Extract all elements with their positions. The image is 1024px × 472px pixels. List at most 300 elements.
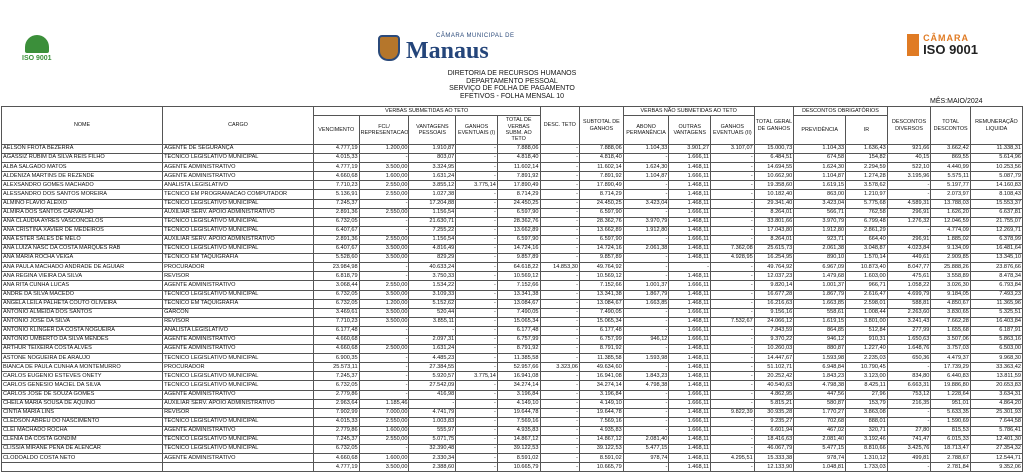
table-cell: 4.850,67	[931, 299, 971, 308]
table-cell: 4.798,38	[623, 381, 669, 390]
table-cell: -	[359, 390, 409, 399]
table-cell: 1.468,11	[669, 226, 711, 235]
table-cell: 2.550,00	[359, 281, 409, 290]
table-cell: -	[540, 335, 580, 344]
col-header: DESC. TETO	[540, 107, 580, 145]
table-row	[2, 172, 1023, 181]
table-cell: 946,12	[794, 335, 846, 344]
table-cell: -	[359, 217, 409, 226]
table-cell: 3.558,89	[931, 272, 971, 281]
table-cell: 17.890,49	[580, 181, 624, 190]
table-cell: 1.185,46	[359, 399, 409, 408]
table-cell: 1.104,87	[794, 172, 846, 181]
table-cell: 10.253,56	[970, 163, 1022, 172]
table-cell: -	[623, 390, 669, 399]
col-header: GANHOS EVENTUAIS (I)	[456, 116, 498, 145]
table-cell: -	[711, 290, 755, 299]
table-cell: 4.818,40	[580, 154, 624, 163]
table-cell: 7.152,66	[580, 281, 624, 290]
group-header-taxed: VERBAS SUBMETIDAS AO TETO	[313, 107, 540, 116]
table-cell: 6.732,05	[313, 381, 359, 390]
table-cell: 753,12	[887, 390, 931, 399]
table-cell: 1.655,68	[931, 326, 971, 335]
table-cell: 3.109,33	[409, 290, 456, 299]
table-cell: 921,66	[887, 145, 931, 154]
table-cell: 7.891,92	[580, 172, 624, 181]
camara-logo-big-text: Manaus	[406, 38, 489, 64]
table-cell: 33.363,42	[970, 363, 1022, 372]
table-cell: -	[456, 408, 498, 417]
table-cell: 1.104,87	[623, 172, 669, 181]
table-cell: 1.666,11	[669, 417, 711, 426]
table-cell: 39.122,53	[497, 445, 540, 454]
table-cell: 10.260,03	[754, 345, 794, 354]
table-cell: -	[540, 417, 580, 426]
table-cell: REVISOR	[163, 272, 314, 281]
table-cell: 4.295,51	[711, 454, 755, 463]
table-row	[2, 417, 1023, 426]
table-cell: 2.909,85	[931, 254, 971, 263]
table-cell: REVISOR	[163, 408, 314, 417]
table-cell: 4.015,33	[313, 417, 359, 426]
table-cell: 416,98	[409, 390, 456, 399]
table-cell: 6.407,67	[313, 245, 359, 254]
table-cell: 3.970,79	[623, 217, 669, 226]
table-cell: 1.666,11	[669, 281, 711, 290]
table-cell: -	[540, 235, 580, 244]
table-cell: ALESSANDRO DOS SANTOS MOREIRA	[2, 190, 163, 199]
table-cell: 880,87	[794, 345, 846, 354]
table-row	[2, 408, 1023, 417]
table-cell: 7.362,08	[711, 245, 755, 254]
table-cell: -	[711, 436, 755, 445]
table-cell: 1.468,11	[669, 272, 711, 281]
table-cell: 1.468,11	[669, 354, 711, 363]
col-header: OUTRAS VANTAGENS	[669, 116, 711, 145]
table-cell: 1.593,98	[794, 354, 846, 363]
table-row	[2, 145, 1023, 154]
table-cell: -	[456, 463, 498, 472]
table-cell: 9.134,09	[931, 245, 971, 254]
table-cell: -	[456, 399, 498, 408]
table-cell: -	[887, 181, 931, 190]
table-cell: 890,10	[794, 254, 846, 263]
table-cell: -	[456, 226, 498, 235]
table-cell: 6.900,35	[313, 354, 359, 363]
table-cell: -	[711, 390, 755, 399]
camara-iso-top-text: CÂMARA	[923, 33, 970, 43]
table-cell: 3.196,84	[497, 390, 540, 399]
table-cell: CARLOS JOSE DE SOUZA GOMES	[2, 390, 163, 399]
table-cell: 14.867,12	[497, 436, 540, 445]
table-cell: 11.385,58	[497, 354, 540, 363]
table-cell: 1.468,11	[669, 345, 711, 354]
table-cell: 27.542,09	[409, 381, 456, 390]
table-cell: 13.084,67	[497, 299, 540, 308]
table-cell: AGENTE ADMINISTRATIVO	[163, 390, 314, 399]
table-cell: 6.793,84	[970, 281, 1022, 290]
table-row	[2, 372, 1023, 381]
table-cell: 923,71	[794, 235, 846, 244]
table-cell: -	[711, 372, 755, 381]
table-cell: 20.252,42	[754, 372, 794, 381]
col-header: NOME	[2, 107, 163, 145]
table-cell: 1.631,24	[409, 345, 456, 354]
col-header: VANTAGENS PESSOAIS	[409, 116, 456, 145]
table-cell: 1.534,22	[409, 281, 456, 290]
table-cell: -	[456, 235, 498, 244]
table-row	[2, 436, 1023, 445]
table-cell: 520,44	[409, 308, 456, 317]
table-cell: -	[456, 317, 498, 326]
table-cell: -	[540, 163, 580, 172]
table-cell: 14.724,16	[580, 245, 624, 254]
table-cell: CLENIA DA COSTA GONDIM	[2, 436, 163, 445]
table-cell: -	[887, 226, 931, 235]
table-cell: 7.888,06	[580, 145, 624, 154]
table-cell: -	[623, 326, 669, 335]
table-cell: -	[359, 154, 409, 163]
table-cell: ANA CRISTINA XAVIER DE MEDEIROS	[2, 226, 163, 235]
table-cell: 978,74	[623, 454, 669, 463]
table-cell: -	[623, 408, 669, 417]
table-cell: 449,61	[887, 254, 931, 263]
table-cell: 7.255,22	[409, 226, 456, 235]
table-cell: TECNICO EM PROGRAMACAO COMPUTADOR	[163, 190, 314, 199]
table-cell: 14.447,67	[754, 354, 794, 363]
table-cell: 3.507,06	[931, 335, 971, 344]
table-cell: 3.830,65	[931, 308, 971, 317]
table-cell: -	[540, 172, 580, 181]
table-cell: 2.073,97	[931, 190, 971, 199]
table-cell: 15.553,37	[970, 199, 1022, 208]
table-cell: 1.468,11	[669, 245, 711, 254]
table-cell: 25.615,73	[754, 245, 794, 254]
table-cell: 815,53	[931, 426, 971, 435]
table-cell: 5.477,15	[623, 445, 669, 454]
table-cell: 3.634,31	[970, 390, 1022, 399]
table-cell: 12.133,90	[754, 463, 794, 472]
table-row	[2, 363, 1023, 372]
table-cell: 14.160,83	[970, 181, 1022, 190]
table-cell: 10.790,45	[846, 363, 888, 372]
table-cell: 4.774,09	[931, 226, 971, 235]
table-cell: 8.425,11	[846, 381, 888, 390]
table-cell: 11.602,14	[580, 163, 624, 172]
table-cell: 46.067,79	[754, 445, 794, 454]
table-cell: 834,80	[887, 372, 931, 381]
table-cell: 6.732,05	[313, 217, 359, 226]
table-cell: 8.591,02	[497, 454, 540, 463]
table-cell: -	[540, 245, 580, 254]
table-cell: -	[540, 154, 580, 163]
table-row	[2, 208, 1023, 217]
table-cell: 4.660,68	[313, 172, 359, 181]
report-heading	[0, 70, 1024, 100]
table-cell: 7.843,59	[754, 326, 794, 335]
table-cell: 3.500,00	[359, 254, 409, 263]
table-cell: 1.468,11	[669, 163, 711, 172]
table-cell: AELSON FROTA BEZERRA	[2, 145, 163, 154]
table-cell: 4.149,10	[497, 399, 540, 408]
table-cell: ANA ESTER SALES DE MELO	[2, 235, 163, 244]
table-cell: 1.468,11	[669, 299, 711, 308]
table-cell: 3.901,27	[669, 145, 711, 154]
table-cell: 3.578,62	[846, 181, 888, 190]
table-cell: 1.593,98	[623, 354, 669, 363]
table-cell: 3.500,00	[359, 290, 409, 299]
table-cell: AGENTE DE SEGURANÇA	[163, 145, 314, 154]
table-cell: 7.569,16	[497, 417, 540, 426]
table-cell: 29.341,40	[754, 199, 794, 208]
heading-line: SERVIÇO DE FOLHA DE PAGAMENTO	[449, 85, 575, 93]
table-cell: 19.644,78	[497, 408, 540, 417]
table-cell: 1.008,44	[846, 308, 888, 317]
table-cell: 555,97	[409, 426, 456, 435]
table-cell: AUXILIAR SERV. APOIO ADMINISTRATIVO	[163, 208, 314, 217]
table-cell: 6.597,90	[580, 235, 624, 244]
table-cell: 1.468,11	[669, 454, 711, 463]
table-cell: 2.891,36	[313, 235, 359, 244]
table-cell: -	[623, 399, 669, 408]
table-cell: 6.503,00	[970, 345, 1022, 354]
table-cell: 10.182,40	[754, 190, 794, 199]
table-cell: 23.876,66	[970, 263, 1022, 272]
iso-logo-left	[22, 35, 52, 67]
table-cell: 1.666,11	[669, 172, 711, 181]
table-cell: ALDENIZA MARTINS DE REZENDE	[2, 172, 163, 181]
table-cell: 16.216,63	[754, 299, 794, 308]
table-cell: CLISSIA MIRANE PENA DE ALENCAR	[2, 445, 163, 454]
table-cell: 49.764,92	[580, 263, 624, 272]
table-cell: CARLOS GENESIO MACIEL DA SILVA	[2, 381, 163, 390]
table-cell: CARLOS EUGENIO ESTEVES ONETY	[2, 372, 163, 381]
table-cell: -	[711, 272, 755, 281]
table-cell: 40,15	[887, 154, 931, 163]
table-cell: TECNICO LEGISLATIVO MUNICIPAL	[163, 417, 314, 426]
table-cell: 1.570,14	[846, 254, 888, 263]
table-cell: 1.867,79	[623, 290, 669, 299]
table-cell: 2.550,00	[359, 235, 409, 244]
table-row	[2, 335, 1023, 344]
table-cell: 6.967,09	[794, 263, 846, 272]
table-cell: 24.066,12	[754, 317, 794, 326]
table-cell: 3.801,00	[846, 317, 888, 326]
table-cell: -	[540, 181, 580, 190]
table-cell: 2.550,00	[359, 190, 409, 199]
table-cell: 1.624,30	[794, 163, 846, 172]
table-cell: 1.468,11	[669, 317, 711, 326]
table-cell: 27,96	[846, 390, 888, 399]
table-cell: 1.468,11	[669, 254, 711, 263]
table-cell: 27.354,32	[970, 445, 1022, 454]
table-cell: 475,61	[887, 272, 931, 281]
table-cell	[2, 463, 163, 472]
table-cell: -	[409, 326, 456, 335]
table-cell: ANTONIO UMBERTO DA SILVA MENDES	[2, 335, 163, 344]
table-cell: 4.023,84	[887, 245, 931, 254]
table-row	[2, 454, 1023, 463]
table-cell: 17.043,80	[754, 226, 794, 235]
table-cell: 7.490,05	[580, 308, 624, 317]
table-cell: -	[711, 363, 755, 372]
table-cell: 1.619,15	[794, 181, 846, 190]
table-cell: 34.274,14	[497, 381, 540, 390]
table-cell: 1.479,68	[794, 272, 846, 281]
table-row	[2, 326, 1023, 335]
table-cell: 6.601,94	[754, 426, 794, 435]
table-cell: 16.941,08	[580, 372, 624, 381]
table-cell: 1.001,37	[794, 281, 846, 290]
table-row	[2, 426, 1023, 435]
table-cell: 6.484,51	[754, 154, 794, 163]
table-cell: -	[711, 281, 755, 290]
table-cell: 30.935,28	[754, 408, 794, 417]
table-cell: ANA LUIZA NASC DA COSTA MARQUES RAB	[2, 245, 163, 254]
table-cell: 7.891,92	[497, 172, 540, 181]
table-cell: 8.714,29	[497, 190, 540, 199]
table-cell: ALEXSANDRO GOMES MACHADO	[2, 181, 163, 190]
table-cell: 2.081,40	[794, 436, 846, 445]
table-cell: -	[711, 299, 755, 308]
table-cell: 21.630,71	[409, 217, 456, 226]
table-row	[2, 308, 1023, 317]
col-header: TOTAL GERAL DE GANHOS	[754, 107, 794, 145]
table-cell: 3.196,84	[580, 390, 624, 399]
col-header: ABONO PERMANÊNCIA	[623, 116, 669, 145]
table-cell: 2.550,00	[359, 436, 409, 445]
table-cell: 1.468,11	[669, 181, 711, 190]
table-cell: 1.210,97	[846, 190, 888, 199]
table-cell: -	[711, 445, 755, 454]
table-cell: ANDRE DA SILVA MACEDO	[2, 290, 163, 299]
table-cell: 910,31	[846, 335, 888, 344]
table-cell: 1.666,11	[669, 326, 711, 335]
table-cell: 12.401,30	[970, 436, 1022, 445]
table-cell: REVISOR	[163, 317, 314, 326]
table-cell: -	[540, 463, 580, 472]
table-cell: 14.867,12	[580, 436, 624, 445]
table-cell: -	[711, 417, 755, 426]
table-cell: 5.815,21	[754, 399, 794, 408]
table-cell: AGENTE ADMINISTRATIVO	[163, 426, 314, 435]
table-cell: -	[540, 272, 580, 281]
table-cell: -	[456, 263, 498, 272]
table-cell: 4.777,19	[313, 163, 359, 172]
table-cell: ANALISTA LEGISLATIVO	[163, 181, 314, 190]
table-cell: -	[540, 299, 580, 308]
table-cell: 13.788,03	[931, 199, 971, 208]
table-cell: PROCURADOR	[163, 363, 314, 372]
camara-logo	[378, 33, 515, 63]
table-cell: 1.468,11	[669, 217, 711, 226]
table-cell: TECNICO LEGISLATIVO MUNICIPAL	[163, 154, 314, 163]
table-cell: 1.228,64	[931, 390, 971, 399]
table-cell: -	[456, 145, 498, 154]
table-cell: 946,12	[623, 335, 669, 344]
table-cell: 49.634,60	[580, 363, 624, 372]
table-cell: 3.500,00	[359, 463, 409, 472]
table-cell: AGENTE ADMINISTRATIVO	[163, 454, 314, 463]
table-cell: 3.855,11	[409, 317, 456, 326]
table-cell: 40.540,63	[754, 381, 794, 390]
table-cell: 3.241,43	[887, 317, 931, 326]
table-cell: -	[669, 263, 711, 272]
table-cell: 1.910,87	[409, 145, 456, 154]
table-cell: -	[456, 290, 498, 299]
table-cell: -	[540, 354, 580, 363]
col-header: SUBTOTAL DE GANHOS	[580, 107, 624, 145]
table-cell: 16.403,84	[970, 317, 1022, 326]
table-cell: 6.015,33	[931, 436, 971, 445]
table-cell: ALMIRA DOS SANTOS CARVALHO	[2, 208, 163, 217]
table-cell: 1.663,85	[623, 299, 669, 308]
table-cell: TECNICO LEGISLATIVO MUNICIPAL	[163, 245, 314, 254]
table-cell: 8.810,66	[846, 445, 888, 454]
table-cell: 39.122,53	[580, 445, 624, 454]
table-cell: 21.755,07	[970, 217, 1022, 226]
table-cell: 7.490,05	[497, 308, 540, 317]
table-cell: 7.152,66	[497, 281, 540, 290]
table-cell: 5.775,68	[846, 199, 888, 208]
table-cell: -	[887, 190, 931, 199]
table-cell: -	[711, 217, 755, 226]
table-cell: 7.569,16	[580, 417, 624, 426]
table-cell: 6.757,99	[497, 335, 540, 344]
table-cell: 17.890,49	[497, 181, 540, 190]
table-cell: 1.666,11	[669, 426, 711, 435]
table-cell: 1.666,11	[669, 154, 711, 163]
table-cell: 2.500,00	[359, 345, 409, 354]
table-cell: 12.269,71	[970, 226, 1022, 235]
table-cell: 28.362,76	[497, 217, 540, 226]
table-cell: 3.750,33	[409, 272, 456, 281]
table-cell: 580,87	[794, 399, 846, 408]
table-cell: 3.757,03	[931, 345, 971, 354]
table-cell: -	[359, 272, 409, 281]
table-cell: 14.853,30	[540, 263, 580, 272]
table-cell: 12.544,71	[970, 454, 1022, 463]
table-row	[2, 190, 1023, 199]
table-cell: 5.528,60	[313, 254, 359, 263]
table-cell: 5.786,41	[970, 426, 1022, 435]
table-cell: 13.345,10	[970, 254, 1022, 263]
table-cell: 588,81	[887, 299, 931, 308]
table-cell: 1.636,43	[846, 145, 888, 154]
table-cell: 9.857,89	[497, 254, 540, 263]
table-row	[2, 317, 1023, 326]
table-cell: 154,82	[846, 154, 888, 163]
table-cell: 7.644,58	[970, 417, 1022, 426]
table-cell: 7.710,23	[313, 317, 359, 326]
table-cell: 6.818,79	[313, 272, 359, 281]
table-cell: 978,74	[794, 454, 846, 463]
table-row	[2, 163, 1023, 172]
table-cell: -	[456, 445, 498, 454]
heading-line: EFETIVOS - FOLHA MENSAL 10	[460, 92, 564, 100]
table-cell: -	[623, 190, 669, 199]
table-cell: 664,40	[846, 235, 888, 244]
table-cell: -	[540, 426, 580, 435]
table-cell: 6.378,99	[970, 235, 1022, 244]
col-header: VENCIMENTO	[313, 116, 359, 145]
table-cell: -	[540, 208, 580, 217]
table-cell: 3.068,44	[313, 281, 359, 290]
table-cell: -	[456, 381, 498, 390]
table-cell: -	[711, 326, 755, 335]
table-cell: 6.187,91	[970, 326, 1022, 335]
table-cell: 6.177,48	[580, 326, 624, 335]
